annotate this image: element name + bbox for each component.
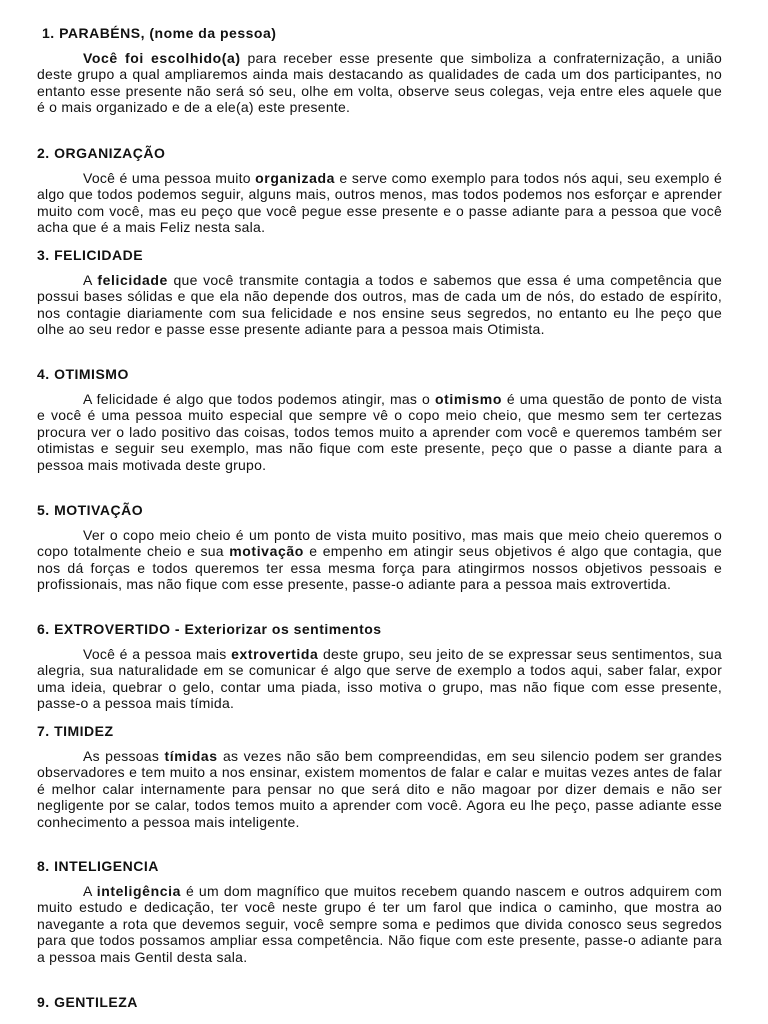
- paragraph-emphasis: extrovertida: [231, 646, 319, 662]
- section-heading: 7. TIMIDEZ: [37, 723, 114, 739]
- section-felicidade: [37, 247, 722, 338]
- section-paragraph: [37, 748, 722, 830]
- paragraph-text: é uma questão de ponto de vista e você é uma pessoa muito especial que sempre vê o copo meio cheio, que mesmo sem ter certezas procura ver o lado positivo das coisas, todos temos muito a aprender com você e queremos também ser otimistas e seguir seu exemplo, mas não fique com este presente, peço que o passe a diante para a pessoa mais motivada deste grupo.: [37, 391, 722, 473]
- paragraph-emphasis: organizada: [255, 170, 336, 186]
- paragraph-text: que você transmite contagia a todos e sabemos que essa é uma competência que possui bases sólidas e que ela não depende dos outros, mas de cada um de nós, do estado de espírito, nos contagie diariamente com sua felicidade e nos ensine seus segredos, no entanto eu lhe peço que olhe ao seu redor e passe esse presente adiante para a pessoa mais Otimista.: [37, 272, 722, 338]
- section-motivacao: [37, 502, 722, 593]
- paragraph-emphasis: otimismo: [434, 391, 502, 407]
- section-extrovertido: [37, 621, 722, 712]
- paragraph-text: para receber esse presente que simboliza a confraternização, a união deste grupo a qual ampliaremos ainda mais destacando as qualidades de cada um dos participantes, no entanto esse presente não será só seu, olhe em volta, observe seus colegas, veja entre eles aquele que é o mais organizado e de a ele(a) este presente.: [37, 50, 722, 116]
- paragraph-emphasis: motivação: [229, 543, 304, 560]
- section-paragraph: [37, 50, 722, 116]
- section-heading: 9. GENTILEZA: [37, 994, 138, 1010]
- section-heading: 5. MOTIVAÇÃO: [37, 502, 144, 518]
- paragraph-text: Você é a pessoa mais: [83, 646, 232, 662]
- section-otimismo: [37, 366, 722, 473]
- section-paragraph: [37, 883, 722, 965]
- section-parabens: [37, 25, 722, 116]
- paragraph-text: deste grupo, seu jeito de se expressar seus sentimentos, sua alegria, sua naturalidade em se comunicar é algo que serve de exemplo a todos aqui, saber falar, expor uma ideia, quebrar o gelo, contar uma piada, isso motiva o grupo, mas não fique com esse presente, passe-o a pessoa mais tímida.: [37, 646, 722, 712]
- section-timidez: [37, 723, 722, 830]
- paragraph-text: A: [83, 272, 98, 288]
- paragraph-emphasis: inteligência: [96, 883, 181, 899]
- paragraph-text: e empenho em atingir seus objetivos é algo que contagia, que nos dá forças e todos queremos ter essa mesma força para atingirmos nossos objetivos pessoais e profissionais, mas não fique com esse presente, passe-o adiante para a pessoa mais extrovertida.: [37, 543, 722, 593]
- section-paragraph: [37, 391, 722, 473]
- paragraph-emphasis: Você foi escolhido(a): [83, 50, 241, 66]
- section-gentileza: [37, 994, 722, 1011]
- section-heading: 6. EXTROVERTIDO - Exteriorizar os sentimentos: [37, 621, 382, 637]
- section-paragraph: [37, 272, 722, 338]
- paragraph-emphasis: felicidade: [97, 272, 168, 288]
- paragraph-text: é um dom magnífico que muitos recebem quando nascem e outros adquirem com muito estudo e dedicação, ter você neste grupo é ter um farol que indica o caminho, que mostra ao navegante a rota que devemos seguir, você sempre soma e pedimos que divida conosco seus segredos para que todos possamos ampliar essa competência. Não fique com este presente, passe-o adiante para a pessoa mais Gentil desta sala.: [37, 883, 722, 965]
- paragraph-text: Você é uma pessoa muito: [83, 170, 256, 186]
- section-paragraph: [37, 527, 722, 593]
- paragraph-text: Ver o copo meio cheio é um ponto de vista muito positivo, mas mais que meio cheio queremos o copo totalmente cheio e sua: [37, 527, 722, 560]
- paragraph-text: A: [83, 883, 97, 899]
- section-heading: 8. INTELIGENCIA: [37, 858, 159, 874]
- paragraph-text: A felicidade é algo que todos podemos atingir, mas o: [83, 391, 435, 407]
- paragraph-text: As pessoas: [83, 748, 165, 764]
- section-heading: 3. FELICIDADE: [37, 247, 144, 263]
- section-paragraph: [37, 170, 722, 236]
- section-heading: 2. ORGANIZAÇÃO: [37, 145, 166, 161]
- paragraph-text: e serve como exemplo para todos nós aqui, seu exemplo é algo que todos podemos seguir, alguns mais, outros menos, mas todos podemos nos esforçar e aprender muito com você, mas eu peço que você pegue esse presente e o passe adiante para a pessoa que você acha que é a mais Feliz nesta sala.: [37, 170, 722, 236]
- section-organizacao: [37, 145, 722, 236]
- section-inteligencia: [37, 858, 722, 965]
- paragraph-emphasis: tímidas: [164, 748, 218, 764]
- paragraph-text: as vezes não são bem compreendidas, em seu silencio podem ser grandes observadores e tem muito a nos ensinar, existem momentos de falar e calar e muitas vezes antes de falar é melhor calar internamente para pensar no que será dito e não magoar por dizer demais e não ser negligente por se calar, todos temos muito a aprender com você. Agora eu lhe peço, passe adiante esse conhecimento a pessoa mais inteligente.: [37, 748, 723, 830]
- section-heading: 4. OTIMISMO: [37, 366, 129, 382]
- section-paragraph: [37, 646, 722, 712]
- section-heading: 1. PARABÉNS, (nome da pessoa): [42, 25, 277, 41]
